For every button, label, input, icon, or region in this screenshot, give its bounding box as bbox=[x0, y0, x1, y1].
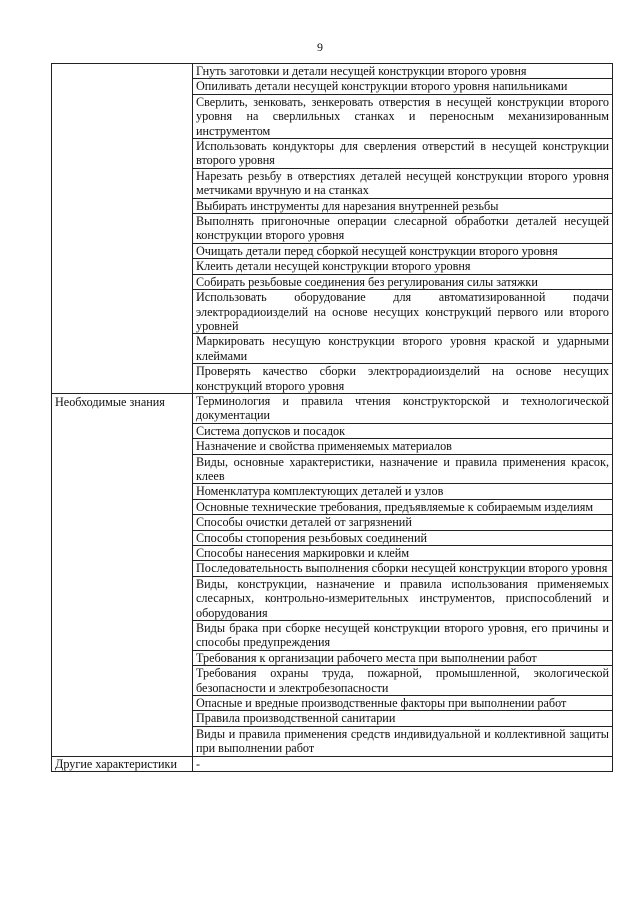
skill-item: Гнуть заготовки и детали несущей конструкции второго уровня bbox=[193, 64, 613, 79]
knowledge-item: Способы очистки деталей от загрязнений bbox=[193, 515, 613, 530]
knowledge-item: Номенклатура комплектующих деталей и узлов bbox=[193, 484, 613, 499]
skill-item: Использовать оборудование для автоматизированной подачи электрорадиоизделий на основе несущих конструкций первого или второго уровней bbox=[193, 290, 613, 334]
skill-item: Собирать резьбовые соединения без регулирования силы затяжки bbox=[193, 274, 613, 289]
knowledge-item: Виды брака при сборке несущей конструкции второго уровня, его причины и способы предупреждения bbox=[193, 621, 613, 651]
knowledge-item: Последовательность выполнения сборки несущей конструкции второго уровня bbox=[193, 561, 613, 576]
skill-item: Очищать детали перед сборкой несущей конструкции второго уровня bbox=[193, 243, 613, 258]
knowledge-item: Требования охраны труда, пожарной, промышленной, экологической безопасности и электробезопасности bbox=[193, 666, 613, 696]
skills-label-cell bbox=[52, 64, 193, 394]
knowledge-item: Правила производственной санитарии bbox=[193, 711, 613, 726]
knowledge-item: Виды, конструкции, назначение и правила использования применяемых слесарных, контрольно-измерительных инструментов, приспособлений и оборудования bbox=[193, 576, 613, 620]
competency-table bbox=[51, 63, 613, 772]
skill-item: Клеить детали несущей конструкции второго уровня bbox=[193, 259, 613, 274]
skill-item: Нарезать резьбу в отверстиях деталей несущей конструкции второго уровня метчиками вручную и на станках bbox=[193, 168, 613, 198]
other-label: Другие характеристики bbox=[52, 756, 193, 771]
skill-item: Выполнять пригоночные операции слесарной обработки деталей несущей конструкции второго уровня bbox=[193, 214, 613, 244]
table-row bbox=[52, 393, 613, 423]
knowledge-item: Виды и правила применения средств индивидуальной и коллективной защиты при выполнении работ bbox=[193, 726, 613, 756]
knowledge-item: Назначение и свойства применяемых материалов bbox=[193, 439, 613, 454]
skill-item: Опиливать детали несущей конструкции второго уровня напильниками bbox=[193, 79, 613, 94]
knowledge-item: Система допусков и посадок bbox=[193, 423, 613, 438]
skill-item: Сверлить, зенковать, зенкеровать отверстия в несущей конструкции второго уровня на сверлильных станках и переносным механизированным инструментом bbox=[193, 94, 613, 138]
skill-item: Использовать кондукторы для сверления отверстий в несущей конструкции второго уровня bbox=[193, 139, 613, 169]
page-number: 9 bbox=[317, 40, 323, 54]
knowledge-item: Требования к организации рабочего места при выполнении работ bbox=[193, 650, 613, 665]
skill-item: Маркировать несущую конструкции второго уровня краской и ударными клеймами bbox=[193, 334, 613, 364]
knowledge-item: Виды, основные характеристики, назначение и правила применения красок, клеев bbox=[193, 454, 613, 484]
other-value: - bbox=[193, 756, 613, 771]
knowledge-label-cell bbox=[52, 393, 193, 756]
skill-item: Проверять качество сборки электрорадиоизделий на основе несущих конструкций второго уровня bbox=[193, 364, 613, 394]
knowledge-label: Необходимые знания bbox=[55, 394, 165, 409]
skill-item: Выбирать инструменты для нарезания внутренней резьбы bbox=[193, 198, 613, 213]
knowledge-item: Основные технические требования, предъявляемые к собираемым изделиям bbox=[193, 499, 613, 514]
knowledge-item: Опасные и вредные производственные факторы при выполнении работ bbox=[193, 696, 613, 711]
knowledge-item: Способы нанесения маркировки и клейм bbox=[193, 546, 613, 561]
table-row bbox=[52, 756, 613, 771]
table-row bbox=[52, 64, 613, 79]
knowledge-item: Терминология и правила чтения конструкторской и технологической документации bbox=[193, 393, 613, 423]
knowledge-item: Способы стопорения резьбовых соединений bbox=[193, 530, 613, 545]
